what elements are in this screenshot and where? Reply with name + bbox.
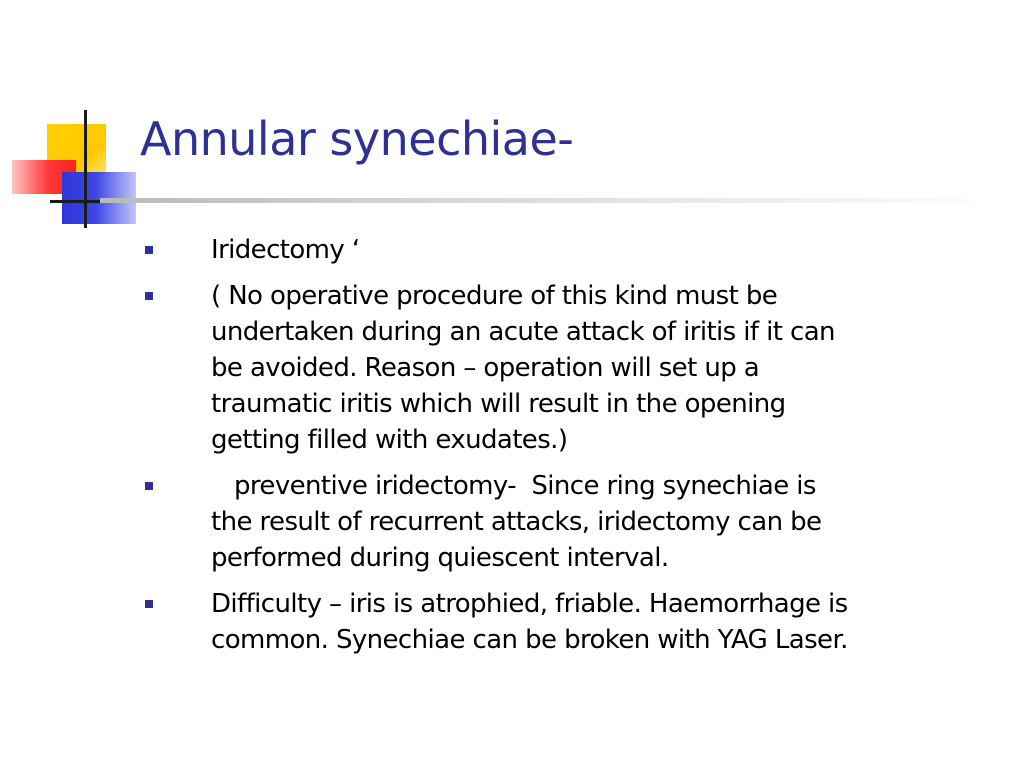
square-bullet-icon [145,482,153,490]
square-bullet-icon [145,292,153,300]
bullet-text: Difficulty – iris is atrophied, friable. Haemorrhage is common. Synechiae can be broken with YAG Laser. [211,589,848,655]
bullet-text: preventive iridectomy- Since ring synechiae is the result of recurrent attacks, iridectomy can be performed during quiescent interval. [211,471,822,573]
bullet-list [140,232,1000,668]
square-bullet-icon [145,600,153,608]
bullet-item [140,586,1000,658]
bullet-item [140,468,1000,576]
vertical-line-decoration [84,110,87,228]
bullet-item [140,278,1000,458]
square-bullet-icon [145,246,153,254]
bullet-text: Iridectomy ‘ [211,235,360,265]
bullet-text: ( No operative procedure of this kind must be undertaken during an acute attack of iritis if it can be avoided. Reason – operation will set up a traumatic iritis which will result in the opening getting filled with exudates.) [211,281,835,455]
slide-title: Annular synechiae- [140,112,574,166]
bullet-item [140,232,1000,268]
title-underline [100,198,1000,203]
